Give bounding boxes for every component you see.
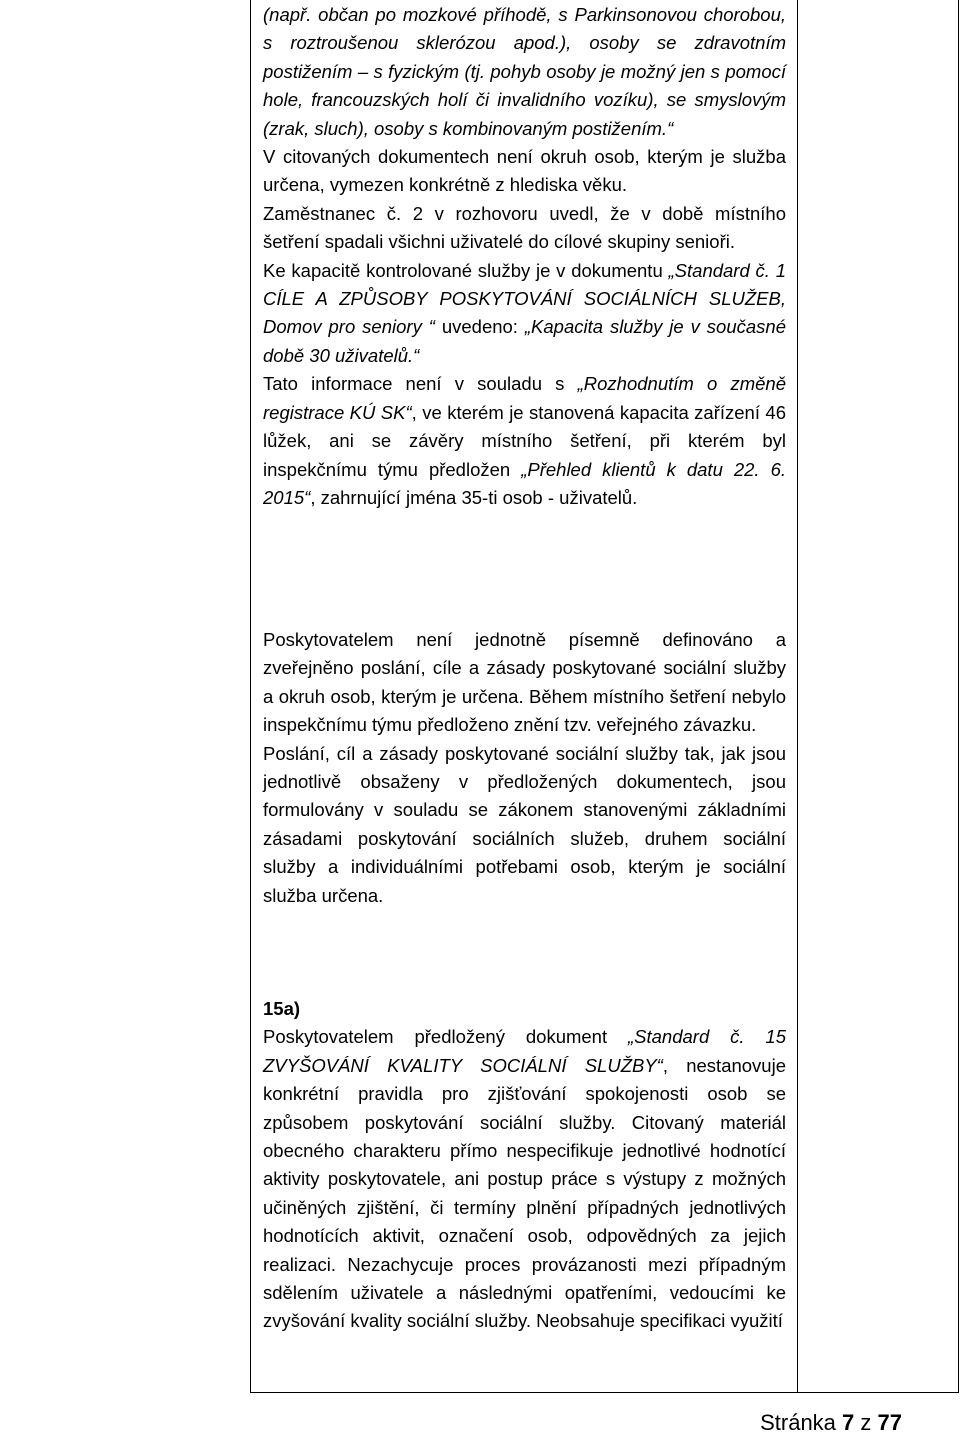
info-text-1: Tato informace není v souladu s xyxy=(263,373,578,395)
page-separator: z xyxy=(854,1410,878,1435)
paragraph-standard-15 xyxy=(263,1023,786,1335)
paragraph-employee: Zaměstnanec č. 2 v rozhovoru uvedl, že v době místního šetření spadali všichni uživatelé do cílové skupiny senioři. xyxy=(263,202,786,253)
page-current: 7 xyxy=(842,1410,855,1435)
info-text-2: , ve kterém je stanovená kapacita zařízení 46 lůžek, ani se závěry místního šetření, při kterém byl inspekčnímu týmu předložen xyxy=(263,401,787,480)
findings-column-section2 xyxy=(263,626,786,910)
findings-column-section3 xyxy=(263,995,786,1336)
capacity-text-1: Ke kapacitě kontrolované služby je v dokumentu xyxy=(263,259,669,281)
client-list-title: „Přehled klientů k datu 22. 6. 2015“ xyxy=(263,458,786,508)
capacity-text-2: uvedeno: xyxy=(434,316,525,338)
paragraph-info xyxy=(263,370,786,512)
standard-1-title: „Standard č. 1 CÍLE A ZPŮSOBY POSKYTOVÁNÍ SOCIÁLNÍCH SLUŽEB, Domov pro seniory “ xyxy=(263,259,786,338)
paragraph-capacity xyxy=(263,257,786,371)
table-border-right xyxy=(958,0,959,1392)
standard-15-text-2: , nestanovuje konkrétní pravidla pro zjišťování spokojenosti osob se způsobem poskytování sociální služby. Citovaný materiál obecného charakteru přímo nespecifikuje jednotlivé hodnotící aktivity poskytovatele, ani postup práce s výstupy z možných učiněných zjištění, či termíny plnění případných jednotlivých hodnotících aktivit, označení osob, odpovědných za jejich realizaci. Nezachycuje proces provázanosti mezi případným sdělením uživatele a následnými opatřeními, vedoucími ke zvyšování kvality sociální služby. Neobsahuje specifikaci využití xyxy=(263,1054,786,1332)
capacity-quote: „Kapacita služby je v současné době 30 uživatelů.“ xyxy=(263,316,786,366)
standard-15-text-1: Poskytovatelem předložený dokument xyxy=(263,1026,628,1048)
table-border-bottom xyxy=(250,1392,959,1393)
info-text-3: , zahrnující jména 35-ti osob - uživatelů. xyxy=(310,486,638,508)
section-heading xyxy=(263,995,786,1023)
paragraph-mission-2: Poslání, cíl a zásady poskytované sociální služby tak, jak jsou jednotlivě obsaženy v předložených dokumentech, jsou formulovány v souladu se zákonem stanovenými základními zásadami poskytování sociálních služeb, druhem sociální služby a individuálními potřebami osob, kterým je sociální služba určena. xyxy=(263,742,786,906)
paragraph-age: V citovaných dokumentech není okruh osob, kterým je služba určena, vymezen konkrétně z hlediska věku. xyxy=(263,146,786,196)
paragraph-mission: Poskytovatelem není jednotně písemně definováno a zveřejněno poslání, cíle a zásady poskytované sociální služby a okruh osob, kterým je určena. Během místního šetření nebylo inspekčnímu týmu předloženo znění tzv. veřejného závazku. xyxy=(263,629,786,736)
findings-column-section1 xyxy=(263,1,786,512)
page-number xyxy=(760,1410,902,1436)
table-border-left xyxy=(250,0,251,1392)
page-label: Stránka xyxy=(760,1410,843,1435)
heading-15a: 15a) xyxy=(263,998,301,1019)
decision-title: „Rozhodnutím o změně registrace KÚ SK“ xyxy=(263,373,786,423)
target-group-quote: (např. občan po mozkové příhodě, s Parkinsonovou chorobou, s roztroušenou sklerózou apod.), osoby se zdravotním postižením – s fyzickým (tj. pohyb osoby je možný jen s pomocí hole, francouzských holí či invalidního vozíku), se smyslovým (zrak, sluch), osoby s kombinovaným postižením.“ xyxy=(263,4,786,139)
paragraph-target-group xyxy=(263,1,786,143)
table-border-middle xyxy=(797,0,798,1392)
standard-15-title: „Standard č. 15 ZVYŠOVÁNÍ KVALITY SOCIÁLNÍ SLUŽBY“ xyxy=(263,1026,786,1076)
page-total: 77 xyxy=(877,1410,902,1435)
